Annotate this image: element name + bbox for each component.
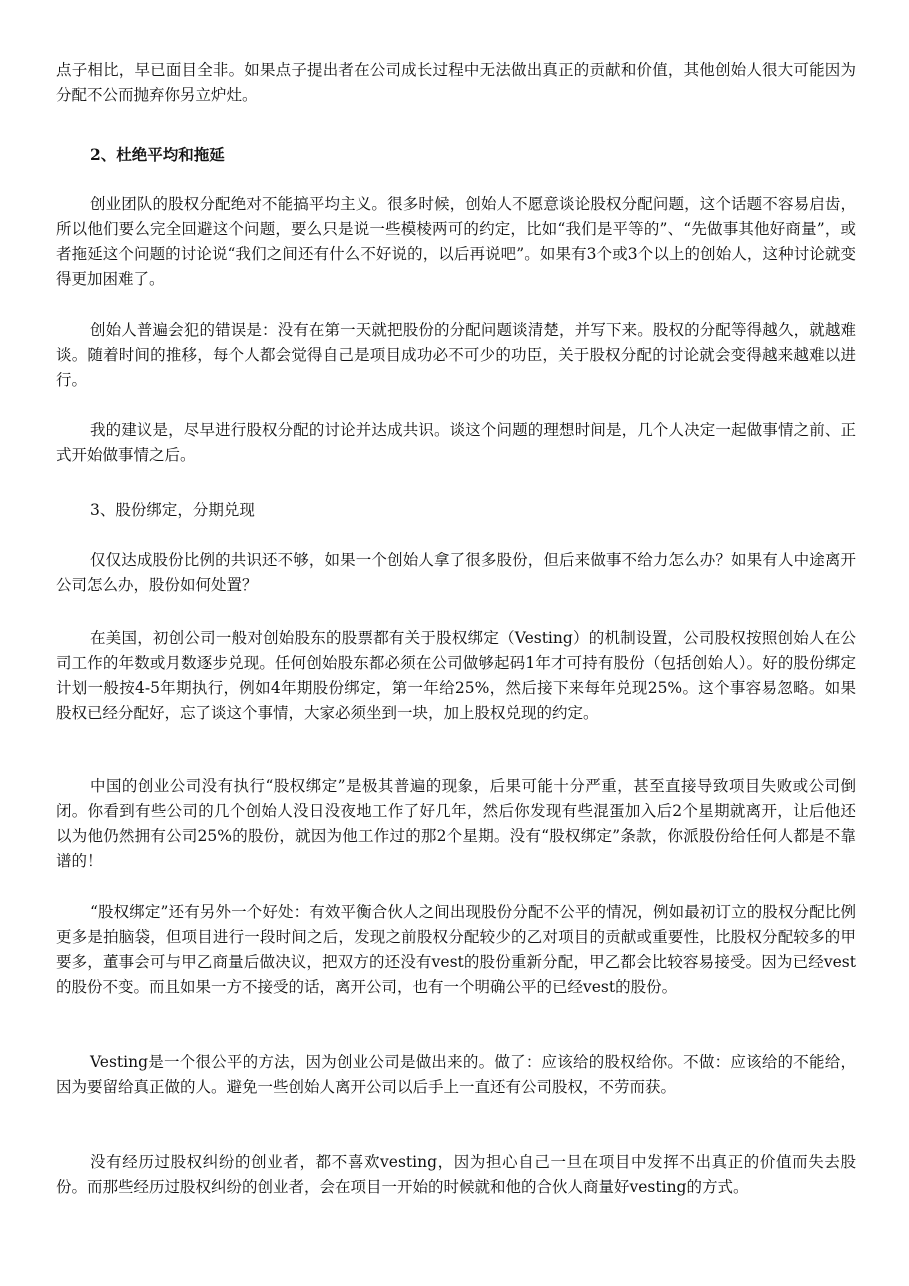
paragraph-china-vesting: 中国的创业公司没有执行“股权绑定”是极其普遍的现象，后果可能十分严重，甚至直接导致项目失败或公司倒闭。你看到有些公司的几个创始人没日没夜地工作了好几年，然后你发现有些混蛋加入后2个星期就离开，让后他还以为他仍然拥有公司25%的股份，就因为他工作过的那2个星期。没有“股权绑定”条款，你派股份给任何人都是不靠谱的！ [56,777,856,870]
paragraph-vesting-fair: Vesting是一个很公平的方法，因为创业公司是做出来的。做了：应该给的股权给你。不做：应该给的不能给，因为要留给真正做的人。避免一些创始人离开公司以后手上一直还有公司股权，不劳而获。 [56,1053,856,1096]
paragraph-equal-split: 创业团队的股权分配绝对不能搞平均主义。很多时候，创始人不愿意谈论股权分配问题，这个话题不容易启齿，所以他们要么完全回避这个问题，要么只是说一些模棱两可的约定，比如“我们是平等的”、“先做事其他好商量”，或者拖延这个问题的讨论说“我们之间还有什么不好说的，以后再说吧”。如果有3个或3个以上的创始人，这种讨论就变得更加困难了。 [56,195,856,288]
section-heading-3: 3、股份绑定，分期兑现 [90,501,255,519]
section-heading-2: 2、杜绝平均和拖延 [90,145,225,164]
paragraph-continuation: 点子相比，早已面目全非。如果点子提出者在公司成长过程中无法做出真正的贡献和价值，其他创始人很大可能因为分配不公而抛弃你另立炉灶。 [56,61,856,104]
paragraph-vesting-benefit: “股权绑定”还有另外一个好处：有效平衡合伙人之间出现股份分配不公平的情况，例如最初订立的股权分配比例更多是拍脑袋，但项目进行一段时间之后，发现之前股权分配较少的乙对项目的贡献或重要性，比股权分配较多的甲要多，董事会可与甲乙商量后做决议，把双方的还没有vest的股份重新分配，甲乙都会比较容易接受。因为已经vest的股份不变。而且如果一方不接受的话，离开公司，也有一个明确公平的已经vest的股份。 [56,903,856,996]
paragraph-suggestion: 我的建议是，尽早进行股权分配的讨论并达成共识。谈这个问题的理想时间是，几个人决定一起做事情之前、正式开始做事情之后。 [56,421,856,464]
paragraph-vesting-dispute: 没有经历过股权纠纷的创业者，都不喜欢vesting，因为担心自己一旦在项目中发挥不出真正的价值而失去股份。而那些经历过股权纠纷的创业者，会在项目一开始的时候就和他的合伙人商量好vesting的方式。 [56,1153,856,1196]
paragraph-common-mistake: 创始人普遍会犯的错误是：没有在第一天就把股份的分配问题谈清楚，并写下来。股权的分配等得越久，就越难谈。随着时间的推移，每个人都会觉得自己是项目成功必不可少的功臣，关于股权分配的讨论就会变得越来越难以进行。 [56,321,856,389]
paragraph-consensus: 仅仅达成股份比例的共识还不够，如果一个创始人拿了很多股份，但后来做事不给力怎么办？如果有人中途离开公司怎么办，股份如何处置？ [56,551,856,594]
paragraph-us-vesting: 在美国，初创公司一般对创始股东的股票都有关于股权绑定（Vesting）的机制设置，公司股权按照创始人在公司工作的年数或月数逐步兑现。任何创始股东都必须在公司做够起码1年才可持有股份（包括创始人）。好的股份绑定计划一般按4-5年期执行，例如4年期股份绑定，第一年给25%，然后接下来每年兑现25%。这个事容易忽略。如果股权已经分配好，忘了谈这个事情，大家必须坐到一块，加上股权兑现的约定。 [56,629,856,722]
